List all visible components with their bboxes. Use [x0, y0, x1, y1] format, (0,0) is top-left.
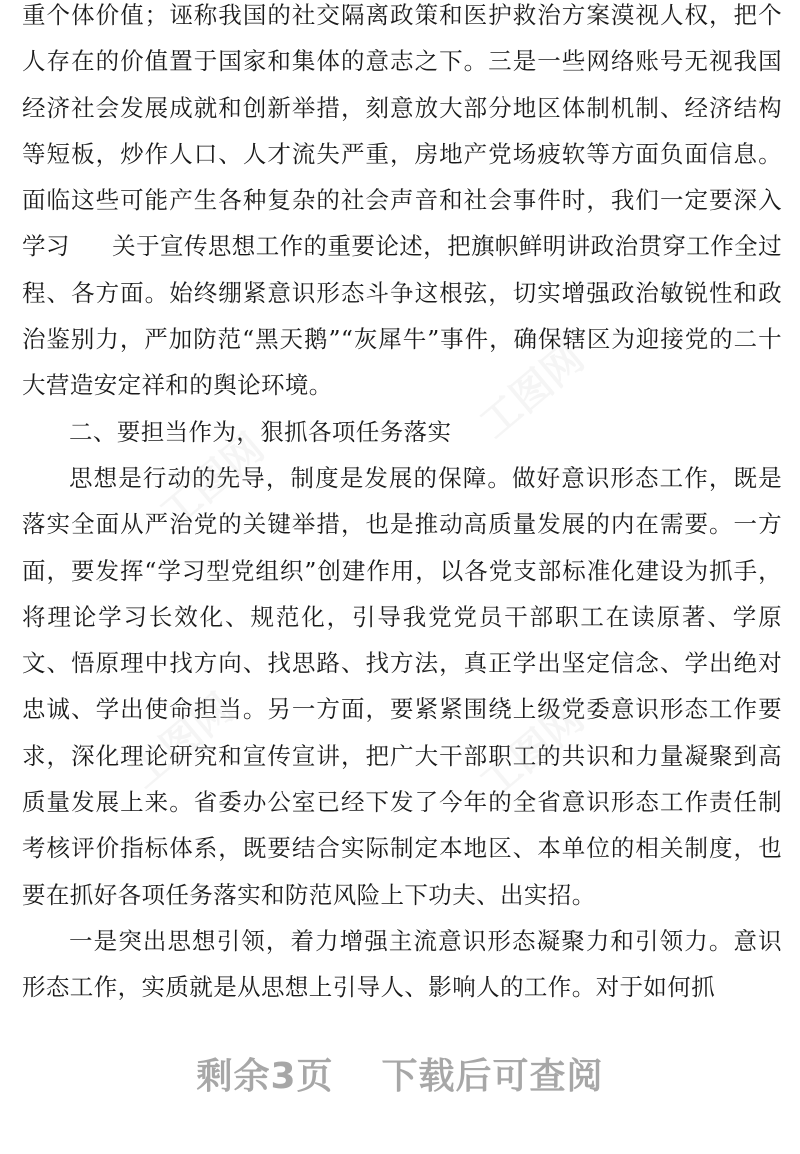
download-banner[interactable]: [0, 1048, 800, 1099]
text-line: 强政治敏锐性和政治鉴别力，严加防范“黑天鹅”“灰犀牛”事件，确保辖: [22, 278, 782, 354]
text-line: 济结构等短板，炒作人口、人才流失严重，房地产党场疲软等方面负: [22, 93, 783, 168]
watermark: 工图网: [151, 424, 273, 538]
watermark: 工图网: [471, 334, 593, 448]
paragraph: 一是突出思想引领，着力增强主流意识形态凝聚力和引领力。意识形态工作，实质就是从思想上引导人、影响人的工作。对于如何抓: [22, 926, 782, 1002]
watermark: 工图网: [471, 694, 593, 808]
text-line: 面信息。面临这些可能产生各种复杂的社会声音和社会事件时，我们: [22, 139, 782, 215]
text-line: 重个体价值；诬称我国的社交隔离政策和医护救治方案漠视人权，把: [22, 1, 759, 29]
download-prompt-label: 下载后可查阅: [381, 1056, 604, 1097]
remaining-pages-label: 剩余3页: [196, 1056, 334, 1097]
text-line: 个人存在的价值置于国家和集体的意志之下。三是一些网络账号无视: [22, 1, 782, 76]
paragraph-continued: [22, 0, 782, 409]
text-line: 我国经济社会发展成就和创新举措，刻意放大部分地区体制机制、经: [22, 47, 782, 122]
text-line: 区为迎接党的二十大营造安定祥和的舆论环境。: [22, 325, 782, 400]
text-line: 治贯穿工作全过程、各方面。始终绷紧意识形态斗争这根弦，切实增: [22, 232, 782, 307]
document-body: [22, 0, 782, 1011]
section-heading: 二、要担当作为，狠抓各项任务落实: [69, 417, 452, 446]
watermark: 工图网: [121, 684, 243, 798]
paragraph: 思想是行动的先导，制度是发展的保障。做好意识形态工作，既是落实全面从严治党的关键举措，也是推动高质量发展的内在需要。一方面，要发挥“学习型党组织”创建作用，以各党支部标准化建设为抓手，将理论学习长效化、规范化，引导我党党员干部职工在读原著、学原文、悟原理中找方向、找思路、找方法，真正学出坚定信念、学出绝对忠诚、学出使命担当。另一方面，要紧紧围绕上级党委意识形态工作要求，深化理论研究和宣传宣讲，把广大干部职工的共识和力量凝聚到高质量发展上来。省委办公室已经下发了今年的全省意识形态工作责任制考核评价指标体系，既要结合实际制定本地区、本单位的相关制度，也要在抓好各项任务落实和防范风险上下功夫、出实招。: [22, 463, 782, 909]
text-line: 关于宣传思想工作的重要论述，把旗帜鲜明讲政: [112, 232, 615, 261]
text-line: 一定要深入学习: [22, 186, 782, 261]
